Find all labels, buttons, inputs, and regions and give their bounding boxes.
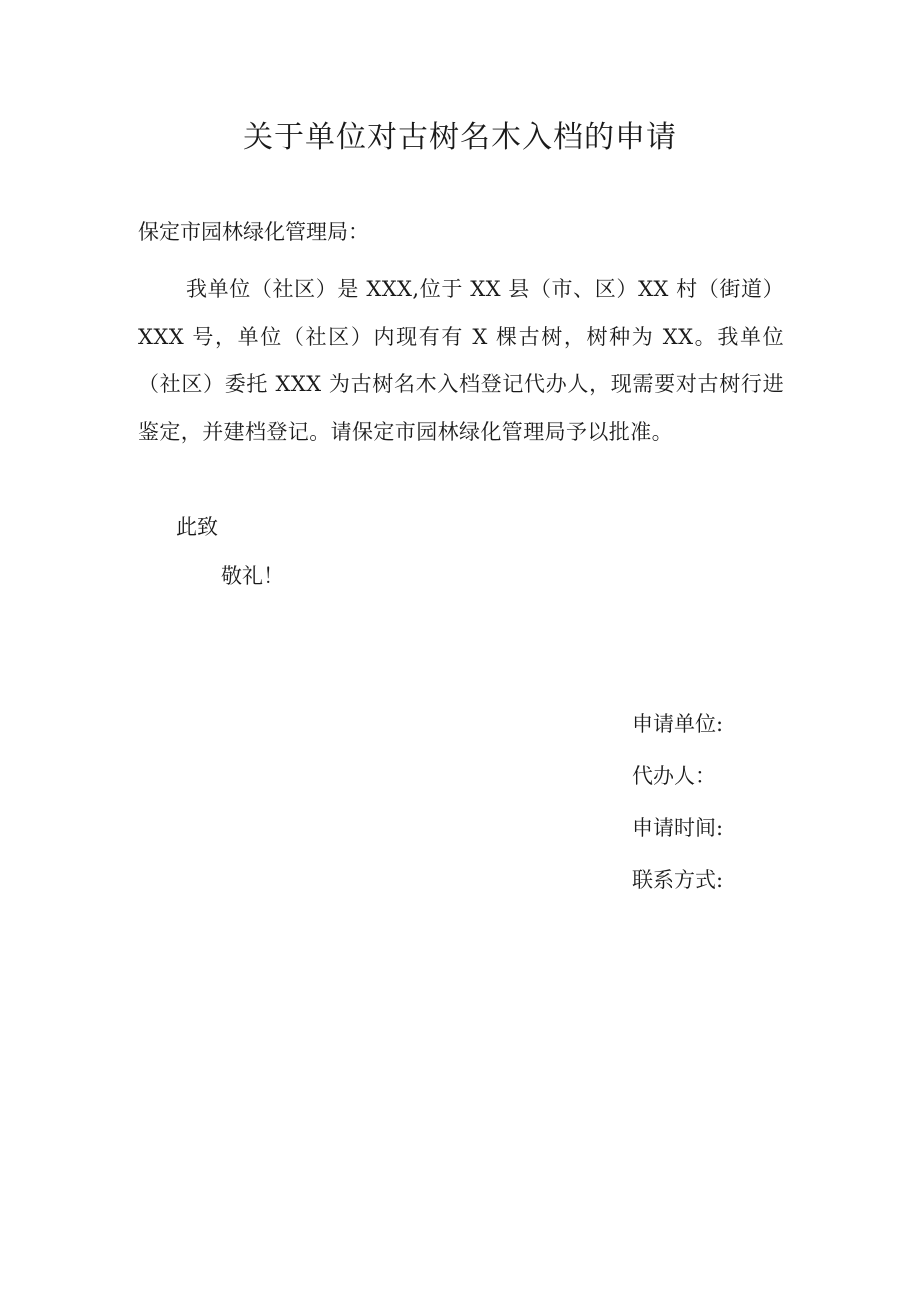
document-title: 关于单位对古树名木入档的申请 (243, 120, 677, 155)
closing-phrase: 此致 (176, 515, 218, 539)
agent-label: 代办人： (632, 764, 716, 788)
contact-method-label: 联系方式: (632, 868, 724, 892)
signature-block (632, 706, 892, 914)
salutation: 保定市园林绿化管理局： (138, 220, 369, 244)
applicant-unit-label: 申请单位: (632, 712, 724, 736)
regards-phrase: 敬礼！ (221, 564, 284, 588)
application-time-label: 申请时间: (632, 816, 724, 840)
body-paragraph: 我单位（社区）是 XXX,位于 XX 县（市、区）XX 村（街道）XXX 号，单位（社区）内现有有 X 棵古树，树种为 XX。我单位（社区）委托 XXX 为古树名木入档登记代办人，现需要对古树行进鉴定，并建档登记。请保定市园林绿化管理局予以批准。 (138, 277, 784, 444)
